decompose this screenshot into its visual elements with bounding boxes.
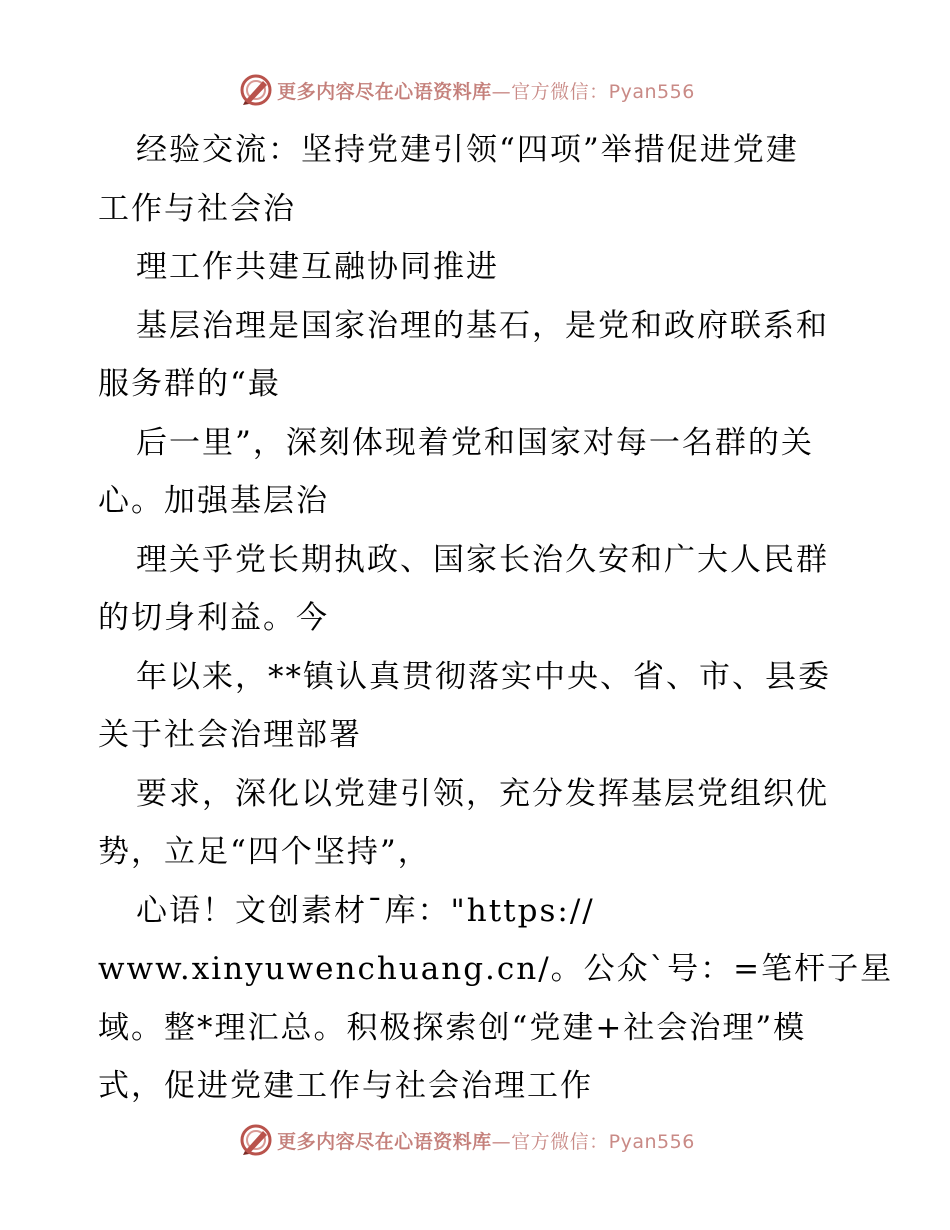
text-line: 式，促进党建工作与社会治理工作 bbox=[98, 1068, 593, 1104]
banner-dash: — bbox=[491, 1130, 512, 1153]
pen-logo-icon bbox=[239, 73, 273, 107]
text-line: 理工作共建互融协同推进 bbox=[136, 249, 499, 285]
text-line: 服务群的“最 bbox=[98, 366, 281, 402]
banner-lead: 更多内容尽在心语资料库 bbox=[277, 80, 492, 103]
banner-text bbox=[277, 1127, 695, 1154]
text-line: 基层治理是国家治理的基石，是党和政府联系和 bbox=[136, 307, 829, 344]
banner-tail: 官方微信：Pyan556 bbox=[511, 1130, 695, 1153]
text-line: 后一里”，深刻体现着党和国家对每一名群的关 bbox=[136, 424, 814, 461]
text-line: 工作与社会治 bbox=[98, 190, 296, 227]
document-body bbox=[98, 121, 894, 1116]
text-line: www.xinyuwenchuang.cn/。公众`号：=笔杆子星 bbox=[98, 951, 894, 987]
text-line: 势，立足“四个坚持”， bbox=[98, 834, 431, 870]
footer-banner bbox=[0, 1120, 950, 1160]
text-line: 经验交流：坚持党建引领“四项”举措促进党建 bbox=[136, 132, 799, 168]
header-banner bbox=[0, 70, 950, 110]
text-line: 心语！文创素材¯库："https:// bbox=[136, 892, 595, 929]
pen-logo-icon bbox=[239, 1123, 273, 1157]
banner-text bbox=[277, 77, 695, 104]
text-line: 的切身利益。今 bbox=[98, 600, 329, 636]
banner-tail: 官方微信：Pyan556 bbox=[511, 80, 695, 103]
text-line: 关于社会治理部署 bbox=[98, 717, 362, 753]
text-line: 年以来，**镇认真贯彻落实中央、省、市、县委 bbox=[136, 658, 831, 695]
banner-dash: — bbox=[491, 80, 512, 103]
text-line: 要求，深化以党建引领，充分发挥基层党组织优 bbox=[136, 775, 829, 812]
text-line: 理关乎党长期执政、国家长治久安和广大人民群 bbox=[136, 541, 829, 578]
text-line: 域。整*理汇总。积极探索创“党建+社会治理”模 bbox=[98, 1009, 807, 1046]
banner-lead: 更多内容尽在心语资料库 bbox=[277, 1130, 492, 1153]
text-line: 心。加强基层治 bbox=[98, 483, 329, 519]
